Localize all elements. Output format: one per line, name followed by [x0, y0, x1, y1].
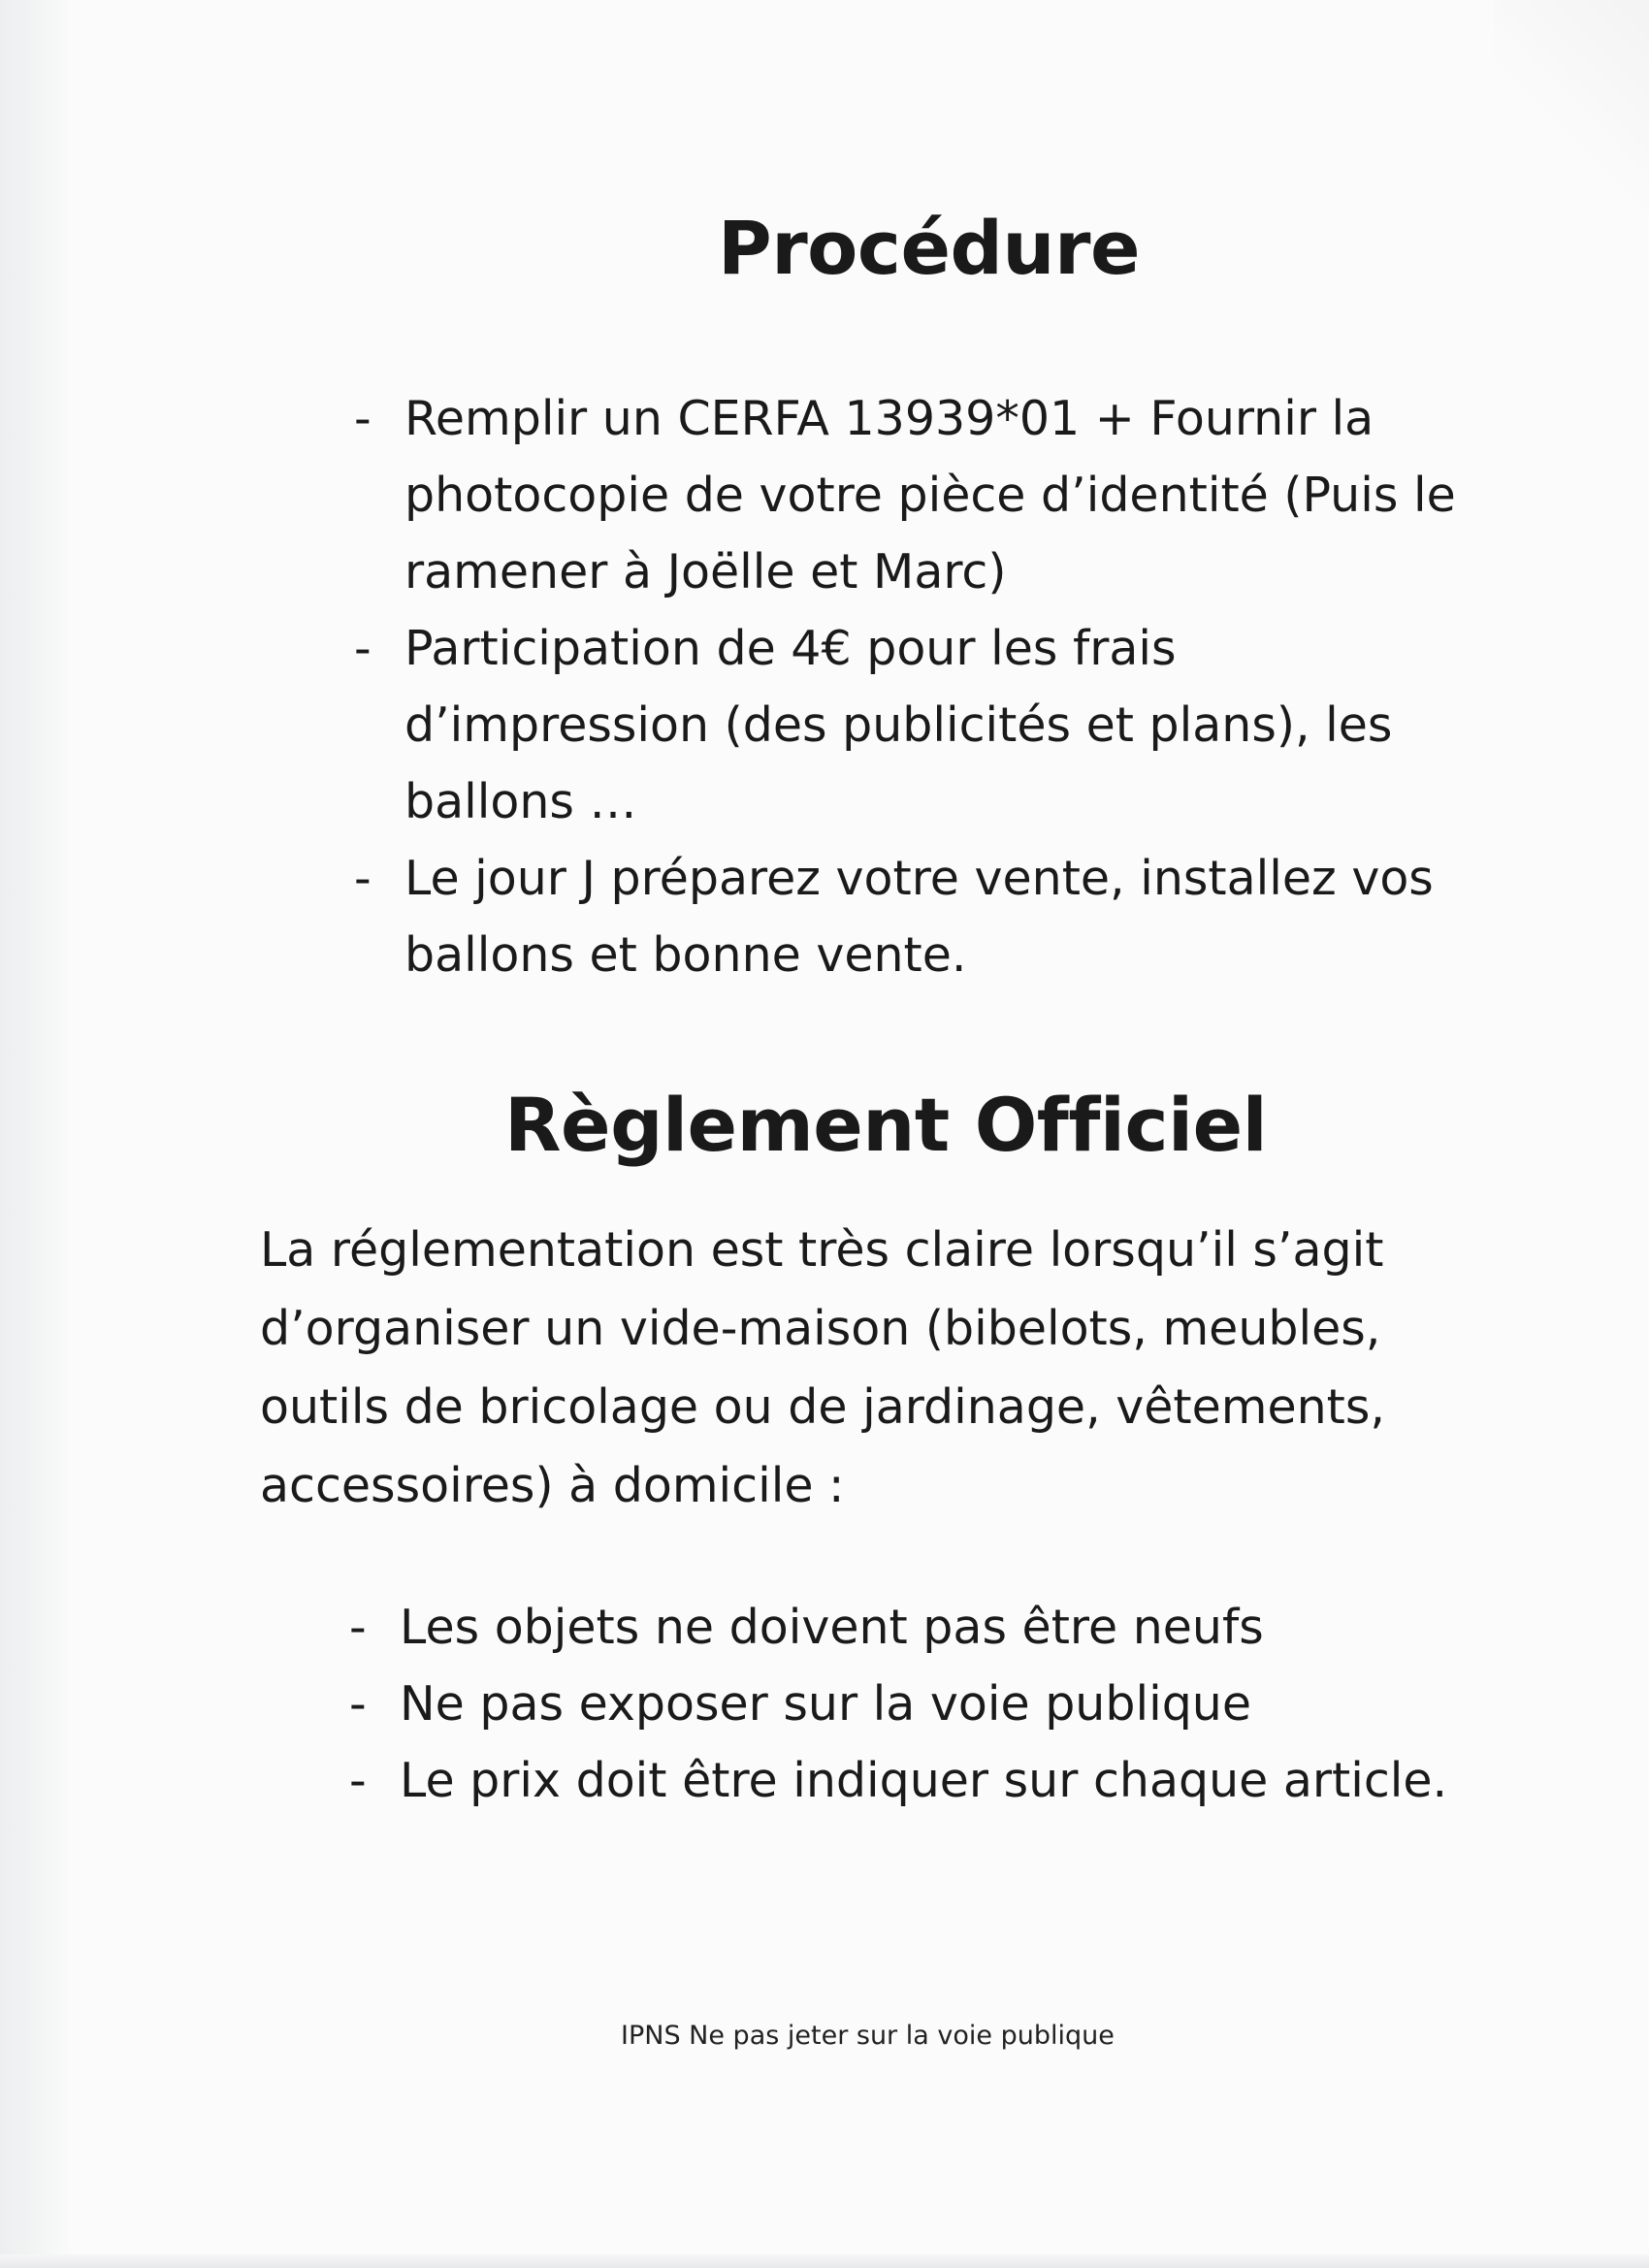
dash-bullet: -	[349, 1753, 367, 1808]
dash-bullet: -	[354, 391, 372, 446]
reglement-rule	[349, 1666, 1513, 1742]
reglement-intro	[260, 1211, 1424, 1525]
reglement-intro-line: La réglementation est très claire lorsqu’il s’agit	[260, 1222, 1384, 1278]
reglement-rules-list	[349, 1589, 1513, 1819]
procedure-item-line: ballons et bonne vente.	[404, 927, 967, 983]
scan-bottom-edge	[0, 2254, 1649, 2268]
procedure-title: Procédure	[718, 205, 1141, 291]
procedure-item-line: ramener à Joëlle et Marc)	[404, 544, 1007, 599]
scan-left-edge	[0, 0, 70, 2268]
reglement-rule	[349, 1589, 1513, 1666]
reglement-intro-line: d’organiser un vide-maison (bibelots, meubles,	[260, 1301, 1381, 1356]
procedure-item	[354, 380, 1499, 610]
dash-bullet: -	[354, 851, 372, 906]
scan-corner-shadow	[1494, 0, 1649, 223]
reglement-intro-line: accessoires) à domicile :	[260, 1458, 845, 1513]
dash-bullet: -	[354, 621, 372, 676]
procedure-item	[354, 840, 1499, 993]
procedure-list	[354, 380, 1499, 993]
reglement-rule-text: Le prix doit être indiquer sur chaque article.	[400, 1753, 1448, 1808]
reglement-rule-text: Les objets ne doivent pas être neufs	[400, 1600, 1264, 1655]
procedure-item-line: d’impression (des publicités et plans), les	[404, 697, 1393, 753]
procedure-item-line: Le jour J préparez votre vente, installez vos	[404, 851, 1434, 906]
reglement-rule	[349, 1742, 1513, 1819]
procedure-item-line: photocopie de votre pièce d’identité (Puis le	[404, 468, 1456, 523]
reglement-title: Règlement Officiel	[504, 1082, 1268, 1168]
procedure-item-line: Remplir un CERFA 13939*01 + Fournir la	[404, 391, 1374, 446]
procedure-item-line: ballons …	[404, 774, 637, 829]
footer-notice: IPNS Ne pas jeter sur la voie publique	[621, 2021, 1115, 2051]
reglement-intro-line: outils de bricolage ou de jardinage, vêtements,	[260, 1379, 1385, 1435]
reglement-rule-text: Ne pas exposer sur la voie publique	[400, 1676, 1252, 1732]
procedure-item-line: Participation de 4€ pour les frais	[404, 621, 1177, 676]
procedure-item	[354, 610, 1499, 840]
dash-bullet: -	[349, 1600, 367, 1655]
dash-bullet: -	[349, 1676, 367, 1732]
